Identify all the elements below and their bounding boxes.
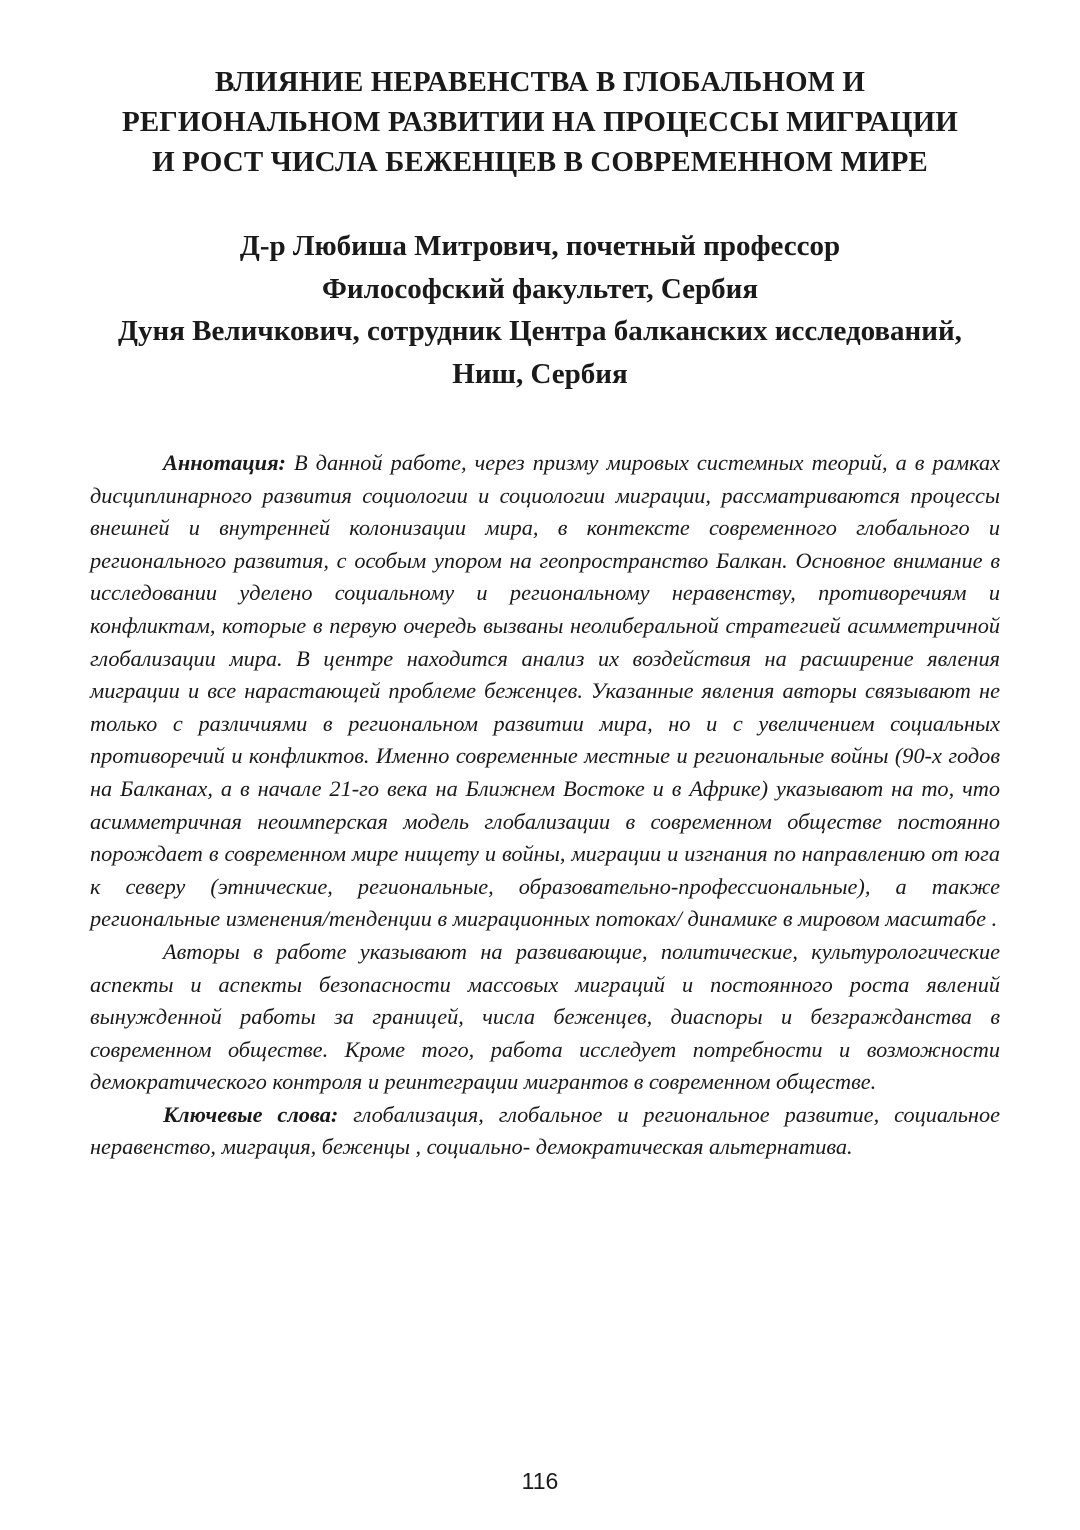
keywords-text: глобализация, глобальное и региональное развитие, социальное неравенство, миграция, беженцы , социально- демократическая альтернатива. <box>90 1101 1001 1160</box>
abstract-paragraph <box>90 447 1000 936</box>
author-2-name: Дуня Величкович, сотрудник Центра балканских исследований, <box>118 315 962 347</box>
keywords-label: Ключевые слова: <box>163 1101 339 1127</box>
abstract-paragraph-2: Авторы в работе указывают на развивающие, политические, культурологические аспекты и аспекты безопасности массовых миграций и постоянного роста явлений вынужденной работы за границей, числа беженцев, диаспоры и безгражданства в современном обществе. Кроме того, работа исследует потребности и возможности демократического контроля и реинтеграции мигрантов в современном обществе. <box>90 938 1000 1095</box>
paper-title <box>80 62 1000 182</box>
authors-block <box>60 225 1020 395</box>
keywords-paragraph <box>90 1099 1000 1164</box>
author-2-affiliation: Ниш, Сербия <box>452 357 628 390</box>
abstract-section <box>90 447 1000 1164</box>
abstract-label: Аннотация: <box>163 450 286 475</box>
page-number: 116 <box>521 1468 559 1494</box>
paper-title-line-3: И РОСТ ЧИСЛА БЕЖЕНЦЕВ В СОВРЕМЕННОМ МИРЕ <box>152 146 928 178</box>
author-1-name: Д-р Любиша Митрович, почетный профессор <box>239 230 841 262</box>
author-1-affiliation: Философский факультет, Сербия <box>321 272 759 305</box>
paper-title-line-1: ВЛИЯНИЕ НЕРАВЕНСТВА В ГЛОБАЛЬНОМ И <box>214 66 866 98</box>
abstract-text: В данной работе, через призму мировых системных теорий, а в рамках дисциплинарного развития социологии и социологии миграции, рассматриваются процессы внешней и внутренней колонизации мира, в контексте современного глобального и регионального развития, с особым упором на геопространство Балкан. Основное внимание в исследовании уделено социальному и региональному неравенству, противоречиям и конфликтам, которые в первую очередь вызваны неолиберальной стратегией асимметричной глобализации мира. В центре находится анализ их воздействия на расширение явления миграции и все нарастающей проблеме беженцев. Указанные явления авторы связывают не только с различиями в региональном развитии мира, но и с увеличением социальных противоречий и конфликтов. Именно современные местные и региональные войны (90-х годов на Балканах, а в начале 21-го века на Ближнем Востоке и в Африке) указывают на то, что асимметричная неоимперская модель глобализации в современном обществе постоянно порождает в современном мире нищету и войны, миграции и изгнания по направлению от юга к северу (этнические, региональные, образовательно-профессиональные), а также региональные изменения/тенденции в миграционных потоках/ динамике в мировом масштабе . <box>90 450 1000 932</box>
paper-title-line-2: РЕГИОНАЛЬНОМ РАЗВИТИИ НА ПРОЦЕССЫ МИГРАЦИИ <box>122 106 958 138</box>
